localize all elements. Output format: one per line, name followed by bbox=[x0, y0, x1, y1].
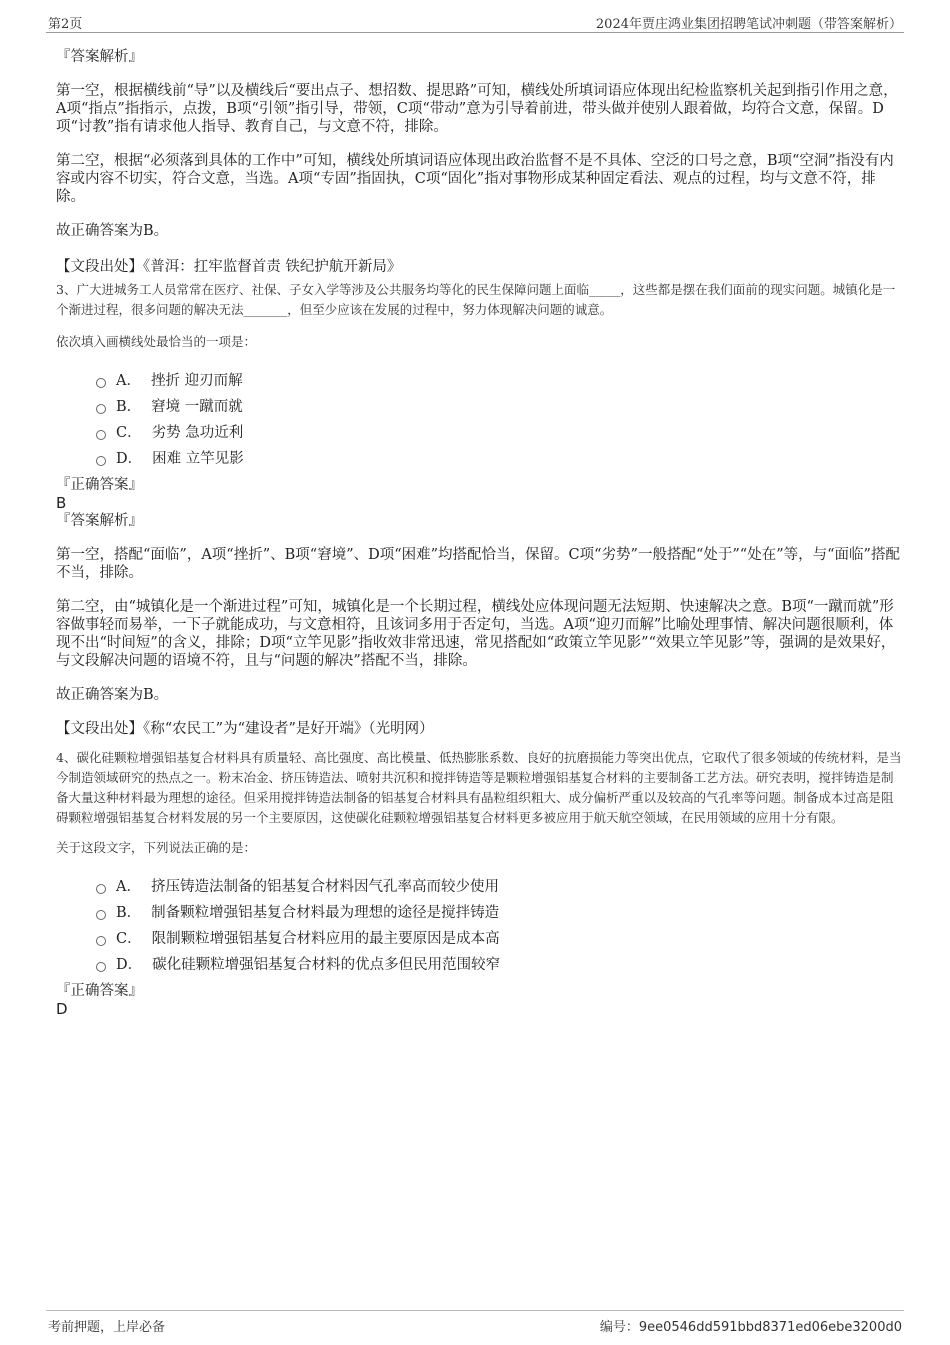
option-letter: C． bbox=[116, 931, 142, 947]
option-letter: C． bbox=[116, 425, 142, 441]
radio-icon[interactable] bbox=[96, 456, 106, 466]
option-text: 碳化硅颗粒增强铝基复合材料的优点多但民用范围较窄 bbox=[152, 957, 501, 973]
radio-icon[interactable] bbox=[96, 910, 106, 920]
source-citation: 【文段出处】《称“农民工”为“建设者”是好开端》（光明网） bbox=[56, 721, 434, 737]
option-letter: A． bbox=[116, 373, 141, 389]
option-letter: B． bbox=[116, 905, 142, 921]
option-letter: B． bbox=[116, 399, 142, 415]
conclusion: 故正确答案为B。 bbox=[56, 687, 169, 703]
option-c[interactable] bbox=[96, 926, 904, 952]
option-letter: A． bbox=[116, 879, 141, 895]
radio-icon[interactable] bbox=[96, 430, 106, 440]
option-c[interactable] bbox=[96, 420, 904, 446]
analysis-paragraph: 第一空，根据横线前“导”以及横线后“要出点子、想招数、提思路”可知，横线处所填词语应体现出纪检监察机关起到指引作用之意，A项“指点”指指示，点拨，B项“引领”指引导，带领，C项“带动”意为引导着前进，带头做并使别人跟着做，均符合文意，保留。D项“讨教”指有请求他人指导、教育自己，与文意不符，排除。 bbox=[56, 83, 898, 135]
correct-answer: B bbox=[56, 494, 67, 512]
option-list bbox=[56, 874, 904, 978]
correct-answer-label: 『正确答案』 bbox=[56, 983, 143, 999]
question-prompt: 关于这段文字，下列说法正确的是： bbox=[56, 840, 257, 855]
radio-icon[interactable] bbox=[96, 404, 106, 414]
radio-icon[interactable] bbox=[96, 884, 106, 894]
analysis-label: 『答案解析』 bbox=[56, 513, 143, 529]
code-label: 编号： bbox=[599, 1320, 639, 1335]
page-content bbox=[56, 44, 904, 1018]
option-text: 窘境 一蹴而就 bbox=[151, 399, 243, 415]
document-code bbox=[600, 1316, 902, 1335]
source-citation: 【文段出处】《普洱：扛牢监督首责 铁纪护航开新局》 bbox=[56, 259, 402, 275]
option-b[interactable] bbox=[96, 900, 904, 926]
correct-answer: D bbox=[56, 1000, 68, 1018]
analysis-paragraph: 第二空，由“城镇化是一个渐进过程”可知，城镇化是一个长期过程，横线处应体现问题无法短期、快速解决之意。B项“一蹴而就”形容做事轻而易举，一下子就能成功，与文意相符，且该词多用于否定句，当选。A项“迎刃而解”比喻处理事情、解决问题很顺利，体现不出“时间短”的含义，排除；D项“立竿见影”指收效非常迅速，常见搭配如“政策立竿见影”“效果立竿见影”等，强调的是效果好，与文段解决问题的语境不符，且与“问题的解决”搭配不当，排除。 bbox=[56, 599, 896, 669]
footer-slogan: 考前押题，上岸必备 bbox=[48, 1320, 166, 1335]
radio-icon[interactable] bbox=[96, 962, 106, 972]
question-stem: 3、广大进城务工人员常常在医疗、社保、子女入学等涉及公共服务均等化的民生保障问题上面临_____，这些都是摆在我们面前的现实问题。城镇化是一个渐进过程，很多问题的解决无法_______，但至少应该在发展的过程中，努力体现解决问题的诚意。 bbox=[56, 282, 896, 317]
conclusion: 故正确答案为B。 bbox=[56, 223, 169, 239]
analysis-paragraph: 第一空，搭配“面临”，A项“挫折”、B项“窘境”、D项“困难”均搭配恰当，保留。C项“劣势”一般搭配“处于”“处在”等，与“面临”搭配不当，排除。 bbox=[56, 547, 900, 581]
correct-answer-label: 『正确答案』 bbox=[56, 477, 143, 493]
option-d[interactable] bbox=[96, 446, 904, 472]
analysis-paragraph: 第二空，根据“必须落到具体的工作中”可知，横线处所填词语应体现出政治监督不是不具体、空泛的口号之意，B项“空洞”指没有内容或内容不切实，符合文意，当选。A项“专固”指固执，C项“固化”指对事物形成某种固定看法、观点的过程，均与文意不符，排除。 bbox=[56, 153, 894, 205]
option-letter: D． bbox=[116, 451, 143, 467]
page-footer bbox=[46, 1310, 904, 1335]
option-d[interactable] bbox=[96, 952, 904, 978]
question-prompt: 依次填入画横线处最恰当的一项是： bbox=[56, 334, 257, 349]
option-list bbox=[56, 368, 904, 472]
radio-icon[interactable] bbox=[96, 378, 106, 388]
option-b[interactable] bbox=[96, 394, 904, 420]
option-letter: D． bbox=[116, 957, 143, 973]
page-header bbox=[46, 10, 904, 33]
code-value: 9ee0546dd591bbd8371ed06ebe3200d0 bbox=[638, 1320, 902, 1335]
option-text: 限制颗粒增强铝基复合材料应用的最主要原因是成本高 bbox=[151, 931, 500, 947]
document-title: 2024年贾庄鸿业集团招聘笔试冲刺题（带答案解析） bbox=[595, 17, 902, 32]
option-text: 劣势 急功近利 bbox=[151, 425, 244, 441]
option-a[interactable] bbox=[96, 874, 904, 900]
option-text: 挤压铸造法制备的铝基复合材料因气孔率高而较少使用 bbox=[150, 879, 499, 895]
analysis-label: 『答案解析』 bbox=[56, 49, 143, 65]
option-text: 制备颗粒增强铝基复合材料最为理想的途径是搅拌铸造 bbox=[151, 905, 500, 921]
option-a[interactable] bbox=[96, 368, 904, 394]
question-stem: 4、碳化硅颗粒增强铝基复合材料具有质量轻、高比强度、高比模量、低热膨胀系数、良好的抗磨损能力等突出优点，它取代了很多领域的传统材料，是当今制造领域研究的热点之一。粉末冶金、挤压铸造法、喷射共沉积和搅拌铸造等是颗粒增强铝基复合材料的主要制备工艺方法。研究表明，搅拌铸造是制备大量这种材料最为理想的途径。但采用搅拌铸造法制备的铝基复合材料具有晶粒组织粗大、成分偏析严重以及较高的气孔率等问题。制备成本过高是阻碍颗粒增强铝基复合材料发展的另一个主要原因，这使碳化硅颗粒增强铝基复合材料更多被应用于航天航空领域，在民用领域的应用十分有限。 bbox=[56, 750, 902, 825]
page-number: 第2页 bbox=[48, 17, 83, 32]
radio-icon[interactable] bbox=[96, 936, 106, 946]
option-text: 困难 立竿见影 bbox=[152, 451, 244, 467]
option-text: 挫折 迎刃而解 bbox=[150, 373, 243, 389]
